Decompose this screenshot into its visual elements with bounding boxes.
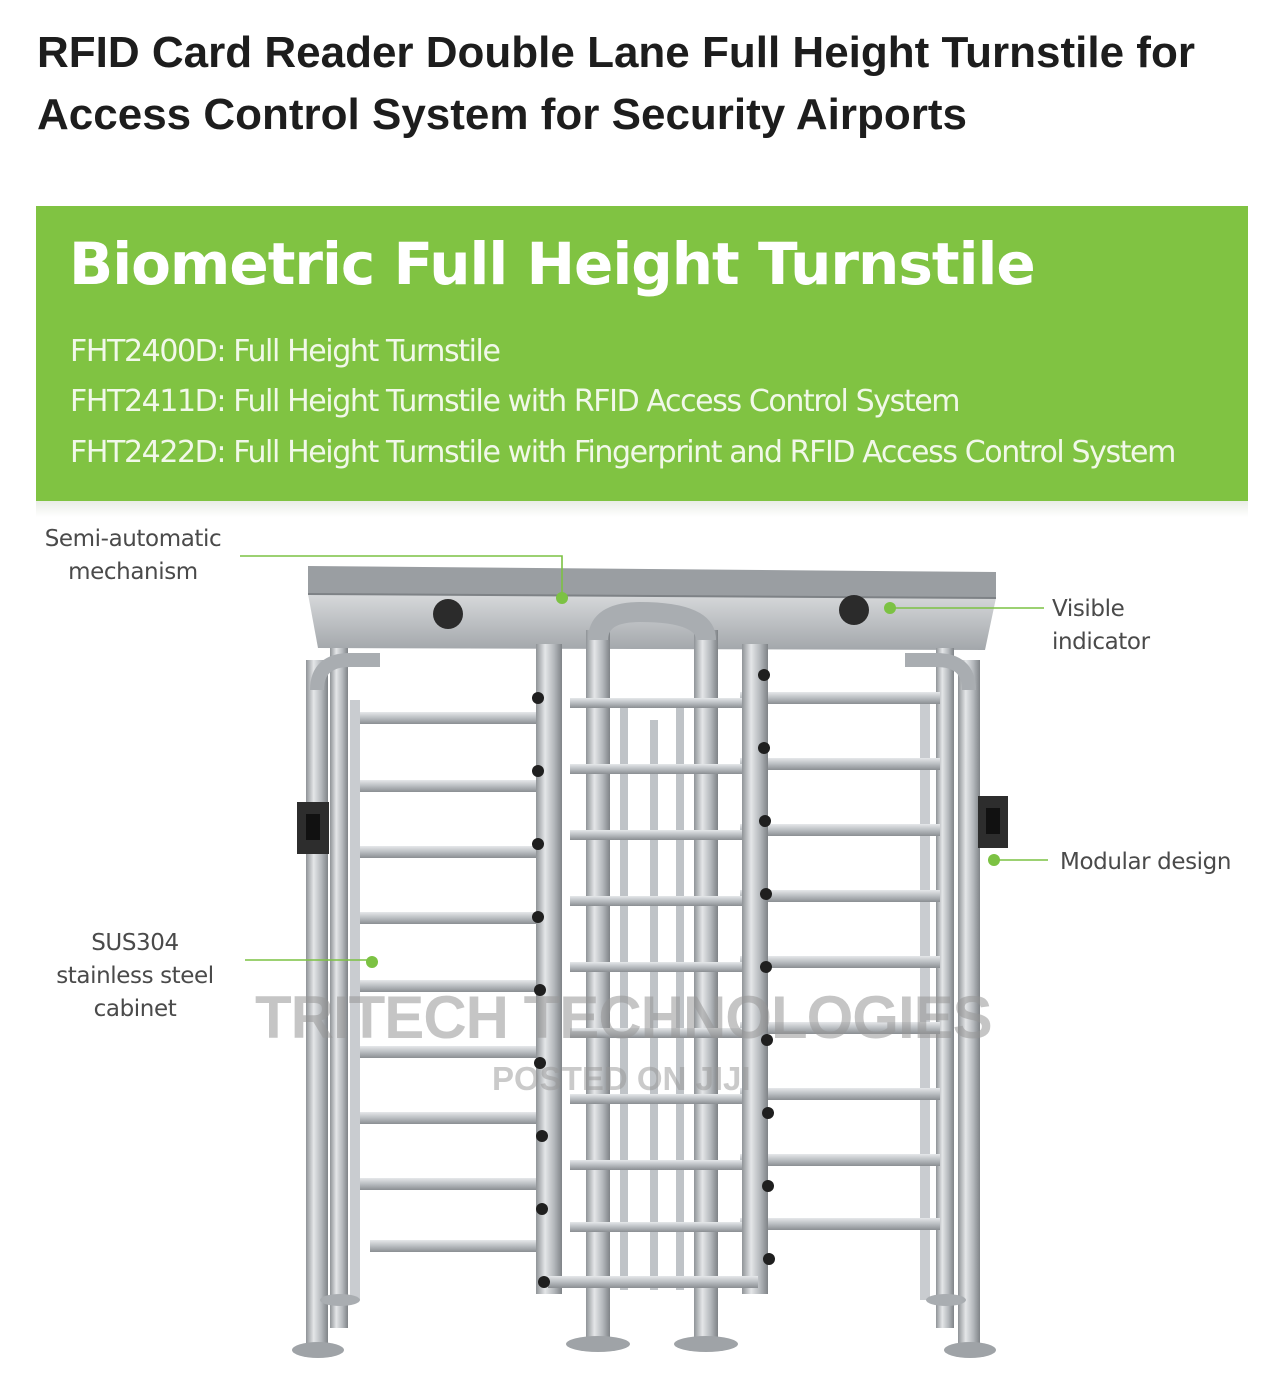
model-fht2400d: FHT2400D: Full Height Turnstile bbox=[70, 334, 500, 369]
watermark-brand: TRITECH TECHNOLOGIES bbox=[255, 984, 992, 1051]
callout-semi-automatic: Semi-automatic mechanism bbox=[44, 526, 222, 585]
callout-visible-indicator: Visible indicator bbox=[1052, 596, 1150, 655]
rotor bbox=[536, 612, 768, 1352]
indicator-light-right bbox=[839, 595, 869, 625]
watermark-posted: POSTED ON JIJI bbox=[492, 1060, 751, 1097]
indicator-light-left bbox=[433, 599, 463, 629]
banner-heading: Biometric Full Height Turnstile bbox=[69, 230, 1035, 298]
card-reader-left bbox=[297, 802, 329, 854]
callout-stainless-cabinet: SUS304 stainless steel cabinet bbox=[56, 930, 214, 1022]
callout-modular-design: Modular design bbox=[1060, 849, 1232, 875]
card-reader-right bbox=[978, 796, 1008, 848]
model-fht2411d: FHT2411D: Full Height Turnstile with RFID Access Control System bbox=[70, 384, 960, 419]
listing-title: RFID Card Reader Double Lane Full Height Turnstile for Access Control System for Security Airports bbox=[37, 28, 1195, 139]
model-fht2422d: FHT2422D: Full Height Turnstile with Fingerprint and RFID Access Control System bbox=[70, 435, 1175, 470]
